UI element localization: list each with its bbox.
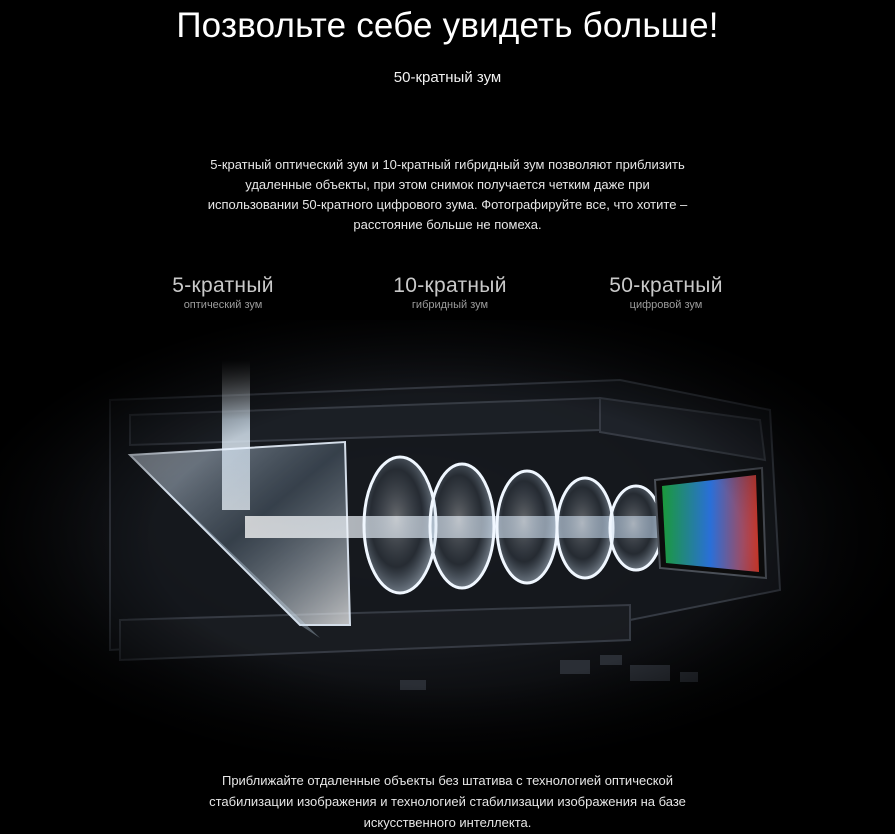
zoom-stat-value: 50-кратный xyxy=(609,274,723,297)
page-subtitle: 50-кратный зум xyxy=(393,69,502,86)
intro-text xyxy=(160,155,735,235)
stabilization-caption xyxy=(170,770,725,833)
periscope-lens-module-illustration xyxy=(0,320,895,760)
intro-line: 5-кратный оптический зум и 10-кратный гибридный зум позволяют приблизить xyxy=(210,157,685,172)
intro-line: расстояние больше не помеха. xyxy=(353,217,542,232)
zoom-stat-label: цифровой зум xyxy=(629,299,703,311)
intro-line: использовании 50-кратного цифрового зума. Фотографируйте все, что хотите – xyxy=(207,197,688,212)
intro-line: удаленные объекты, при этом снимок получается четким даже при xyxy=(245,177,650,192)
caption-line: искусственного интеллекта. xyxy=(363,815,532,830)
caption-line: стабилизации изображения и технологией стабилизации изображения на базе xyxy=(209,794,686,809)
zoom-stat-value: 5-кратный xyxy=(172,274,274,297)
caption-line: Приближайте отдаленные объекты без штатива с технологией оптической xyxy=(221,773,674,788)
zoom-stat-label: оптический зум xyxy=(183,299,263,311)
zoom-stats xyxy=(0,274,895,324)
zoom-stat-value: 10-кратный xyxy=(393,274,507,297)
zoom-stat-digital xyxy=(566,274,766,311)
page-title: Позвольте себе увидеть больше! xyxy=(176,6,719,45)
zoom-stat-label: гибридный зум xyxy=(411,299,489,311)
zoom-stat-optical xyxy=(123,274,323,311)
zoom-stat-hybrid xyxy=(350,274,550,311)
